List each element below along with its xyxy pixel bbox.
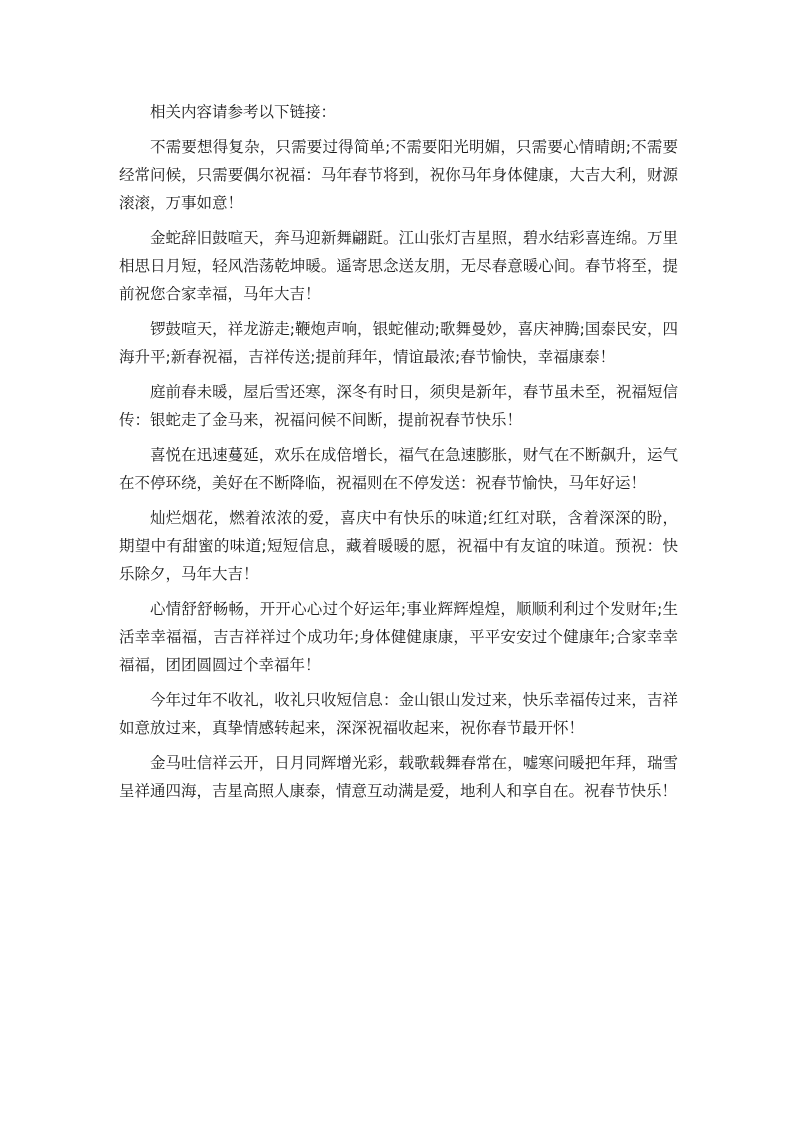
paragraph-1: 不需要想得复杂，只需要过得简单;不需要阳光明媚，只需要心情晴朗;不需要经常问候，只需要偶尔祝福：马年春节将到，祝你马年身体健康，大吉大利，财源滚滚，万事如意！ bbox=[119, 138, 678, 212]
paragraph-8: 今年过年不收礼，收礼只收短信息：金山银山发过来，快乐幸福传过来，吉祥如意放过来，真挚情感转起来，深深祝福收起来，祝你春节最开怀！ bbox=[119, 691, 678, 737]
paragraph-3: 锣鼓喧天，祥龙游走;鞭炮声响，银蛇催动;歌舞曼妙，喜庆神腾;国泰民安，四海升平;新春祝福，吉祥传送;提前拜年，情谊最浓;春节愉快，幸福康泰！ bbox=[119, 320, 678, 366]
document-body bbox=[119, 98, 678, 812]
paragraph-2: 金蛇辞旧鼓喧天，奔马迎新舞翩跹。江山张灯吉星照，碧水结彩喜连绵。万里相思日月短，轻风浩荡乾坤暖。遥寄思念送友朋，无尽春意暖心间。春节将至，提前祝您合家幸福，马年大吉！ bbox=[119, 229, 678, 303]
paragraph-4: 庭前春未暖，屋后雪还寒，深冬有时日，须臾是新年，春节虽未至，祝福短信传：银蛇走了金马来，祝福问候不间断，提前祝春节快乐！ bbox=[119, 383, 678, 429]
paragraph-6: 灿烂烟花，燃着浓浓的爱，喜庆中有快乐的味道;红红对联，含着深深的盼，期望中有甜蜜的味道;短短信息，藏着暖暖的愿，祝福中有友谊的味道。预祝：快乐除夕，马年大吉！ bbox=[119, 509, 678, 583]
paragraph-7: 心情舒舒畅畅，开开心心过个好运年;事业辉辉煌煌，顺顺利利过个发财年;生活幸幸福福，吉吉祥祥过个成功年;身体健健康康，平平安安过个健康年;合家幸幸福福，团团圆圆过个幸福年！ bbox=[119, 600, 678, 674]
intro-line: 相关内容请参考以下链接： bbox=[150, 103, 337, 121]
paragraph-9: 金马吐信祥云开，日月同辉增光彩，载歌载舞春常在，嘘寒问暖把年拜，瑞雪呈祥通四海，吉星高照人康泰，情意互动满是爱，地利人和享自在。祝春节快乐！ bbox=[119, 754, 678, 800]
paragraph-5: 喜悦在迅速蔓延，欢乐在成倍增长，福气在急速膨胀，财气在不断飙升，运气在不停环绕，美好在不断降临，祝福则在不停发送：祝春节愉快，马年好运！ bbox=[119, 446, 678, 492]
